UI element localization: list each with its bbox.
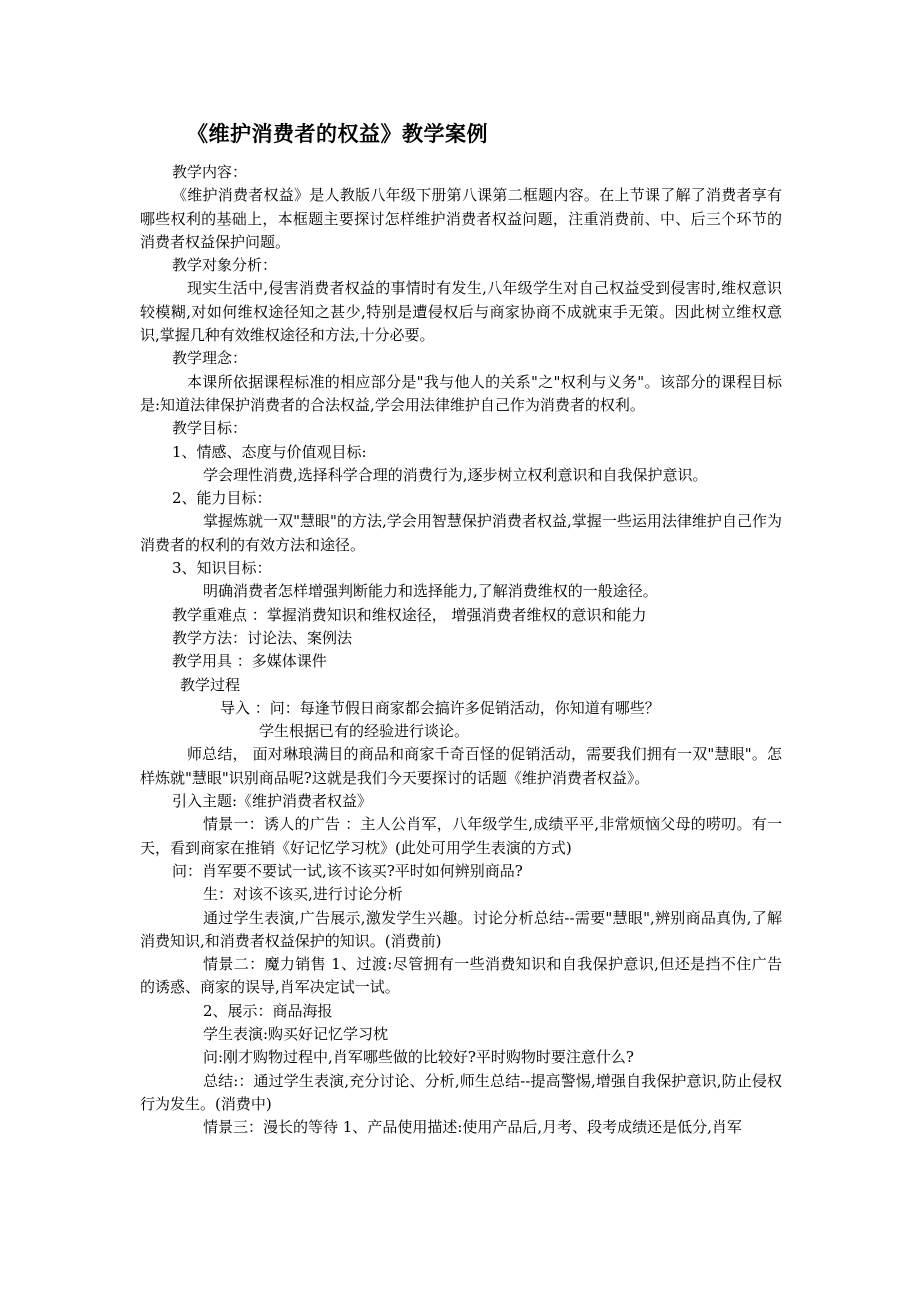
paragraph-teaching-philosophy: 本课所依据课程标准的相应部分是"我与他人的关系"之"权利与义务"。该部分的课程目标是:知道法律保护消费者的合法权益,学会用法律维护自己作为消费者的权利。 <box>140 372 782 414</box>
scenario-2-display: 2、展示：商品海报 <box>203 1001 333 1020</box>
heading-teaching-philosophy: 教学理念： <box>172 349 248 368</box>
heading-teaching-process: 教学过程 <box>180 675 241 694</box>
intro-question: 导入 ：问：每逢节假日商家都会搞许多促销活动，你知道有哪些？ <box>220 698 660 717</box>
scenario-1-student: 生：对该不该买,进行讨论分析 <box>203 885 403 904</box>
paragraph-teaching-content: 《维护消费者权益》是人教版八年级下册第八课第二框题内容。在上节课了解了消费者享有哪些权利的基础上，本框题主要探讨怎样维护消费者权益问题，注重消费前、中、后三个环节的消费者权益保护问题。 <box>140 186 782 251</box>
goal-1-heading: 1、情感、态度与价值观目标: <box>172 442 367 461</box>
scenario-1-summary: 通过学生表演,广告展示,激发学生兴趣。讨论分析总结--需要"慧眼",辨别商品真伪,了解消费知识,和消费者权益保护的知识。(消费前) <box>140 908 782 950</box>
goal-2-heading: 2、能力目标： <box>172 489 272 508</box>
key-difficulties: 教学重难点 ：掌握消费知识和维权途径， 增强消费者维权的意识和能力 <box>172 605 647 624</box>
heading-teaching-goals: 教学目标： <box>172 419 248 438</box>
heading-teaching-content: 教学内容： <box>172 163 248 181</box>
goal-2-text: 掌握炼就一双"慧眼"的方法,学会用智慧保护消费者权益,掌握一些运用法律维护自己作为消费者的权利的有效方法和途径。 <box>140 512 782 554</box>
scenario-2-summary: 总结:：通过学生表演,充分讨论、分析,师生总结--提高警惕,增强自我保护意识,防止侵权行为发生。(消费中) <box>140 1071 782 1113</box>
scenario-1-text: 情景一：诱人的广告 ：主人公肖军，八年级学生,成绩平平,非常烦恼父母的唠叨。有一天，看到商家在推销《好记忆学习枕》(此处可用学生表演的方式) <box>140 815 782 857</box>
teaching-tools: 教学用具 ：多媒体课件 <box>172 652 327 671</box>
goal-1-text: 学会理性消费,选择科学合理的消费行为,逐步树立权利意识和自我保护意识。 <box>203 465 708 484</box>
topic-introduction: 引入主题:《维护消费者权益》 <box>172 792 373 811</box>
document-title: 《维护消费者的权益》教学案例 <box>187 122 488 146</box>
goal-3-heading: 3、知识目标： <box>172 559 272 578</box>
paragraph-student-analysis: 现实生活中,侵害消费者权益的事情时有发生,八年级学生对自己权益受到侵害时,维权意识较模糊,对如何维权途径知之甚少,特别是遭侵权后与商家协商不成就束手无策。因此树立维权意识,掌握几种有效维权途径和方法,十分必要。 <box>140 279 782 345</box>
teacher-summary: 师总结， 面对琳琅满目的商品和商家千奇百怪的促销活动，需要我们拥有一双"慧眼"。怎样炼就"慧眼"识别商品呢?这就是我们今天要探讨的话题《维护消费者权益》。 <box>140 745 782 787</box>
intro-student-response: 学生根据已有的经验进行谈论。 <box>259 722 470 741</box>
scenario-1-question: 问：肖军要不要试一试,该不该买?平时如何辨别商品? <box>172 861 523 880</box>
document-body <box>140 161 782 1139</box>
scenario-3-text: 情景三：漫长的等待 1、产品使用描述:使用产品后,月考、段考成绩还是低分,肖军 <box>203 1118 742 1137</box>
scenario-2-question: 问:刚才购物过程中,肖军哪些做的比较好?平时购物时要注意什么? <box>203 1048 634 1067</box>
teaching-methods: 教学方法：讨论法、案例法 <box>172 628 353 647</box>
scenario-2-performance: 学生表演:购买好记忆学习枕 <box>203 1024 389 1043</box>
goal-3-text: 明确消费者怎样增强判断能力和选择能力,了解消费维权的一般途径。 <box>203 582 658 601</box>
scenario-2-text: 情景二：魔力销售 1、过渡:尽管拥有一些消费知识和自我保护意识,但还是挡不住广告的诱惑、商家的误导,肖军决定试一试。 <box>140 955 782 997</box>
heading-student-analysis: 教学对象分析： <box>172 256 278 275</box>
